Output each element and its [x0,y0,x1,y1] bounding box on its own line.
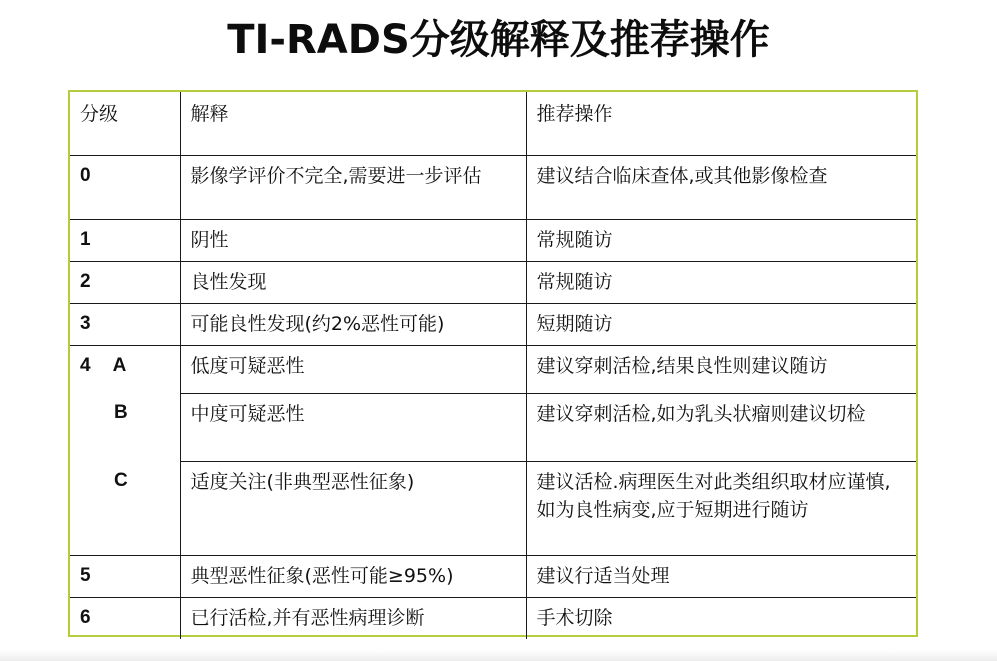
explanation-cell: 影像学评价不完全,需要进一步评估 [180,155,526,219]
grade-sub-value: A [112,354,127,376]
grade-cell [70,155,180,219]
grade-cell [70,345,180,393]
explanation-cell: 可能良性发现(约2%恶性可能) [180,303,526,345]
action-cell: 常规随访 [526,219,916,261]
table-row [70,555,916,597]
explanation-cell: 良性发现 [180,261,526,303]
explanation-cell: 阴性 [180,219,526,261]
table-row [70,261,916,303]
tirads-table [68,90,918,637]
header-action: 推荐操作 [526,92,916,155]
header-explanation: 解释 [180,92,526,155]
grade-sub-value: C [114,470,128,491]
table-row [70,597,916,639]
explanation-cell: 低度可疑恶性 [180,345,526,393]
header-grade: 分级 [80,103,119,125]
grade-cell [70,393,180,461]
action-cell: 建议活检.病理医生对此类组织取材应谨慎,如为良性病变,应于短期进行随访 [526,461,916,555]
grade-value: 6 [80,606,91,628]
action-cell: 短期随访 [526,303,916,345]
table-row [70,345,916,393]
action-cell: 建议行适当处理 [526,555,916,597]
page-title: TI-RADS分级解释及推荐操作 [227,17,770,63]
table-row [70,393,916,461]
explanation-cell: 中度可疑恶性 [180,393,526,461]
grade-cell [70,219,180,261]
explanation-cell: 适度关注(非典型恶性征象) [180,461,526,555]
table-row [70,461,916,555]
table-row [70,155,916,219]
grade-cell [70,461,180,555]
table-row [70,219,916,261]
table-header-row [70,92,916,155]
grade-value: 4 [80,354,91,376]
grade-sub-value: B [114,402,128,423]
grade-value: 1 [80,228,91,250]
action-cell: 建议穿刺活检,结果良性则建议随访 [526,345,916,393]
tirads-table-grid [70,92,916,639]
action-cell: 建议结合临床查体,或其他影像检查 [526,155,916,219]
grade-cell [70,555,180,597]
action-cell: 手术切除 [526,597,916,639]
explanation-cell: 已行活检,并有恶性病理诊断 [180,597,526,639]
grade-value: 2 [80,270,91,292]
grade-value: 3 [80,312,91,334]
table-row [70,303,916,345]
grade-value: 5 [80,564,91,586]
grade-cell [70,303,180,345]
grade-cell [70,597,180,639]
action-cell: 常规随访 [526,261,916,303]
explanation-cell: 典型恶性征象(恶性可能≥95%) [180,555,526,597]
action-cell: 建议穿刺活检,如为乳头状瘤则建议切检 [526,393,916,461]
grade-value: 0 [80,164,91,186]
bottom-edge-shadow [0,650,997,661]
grade-cell [70,261,180,303]
